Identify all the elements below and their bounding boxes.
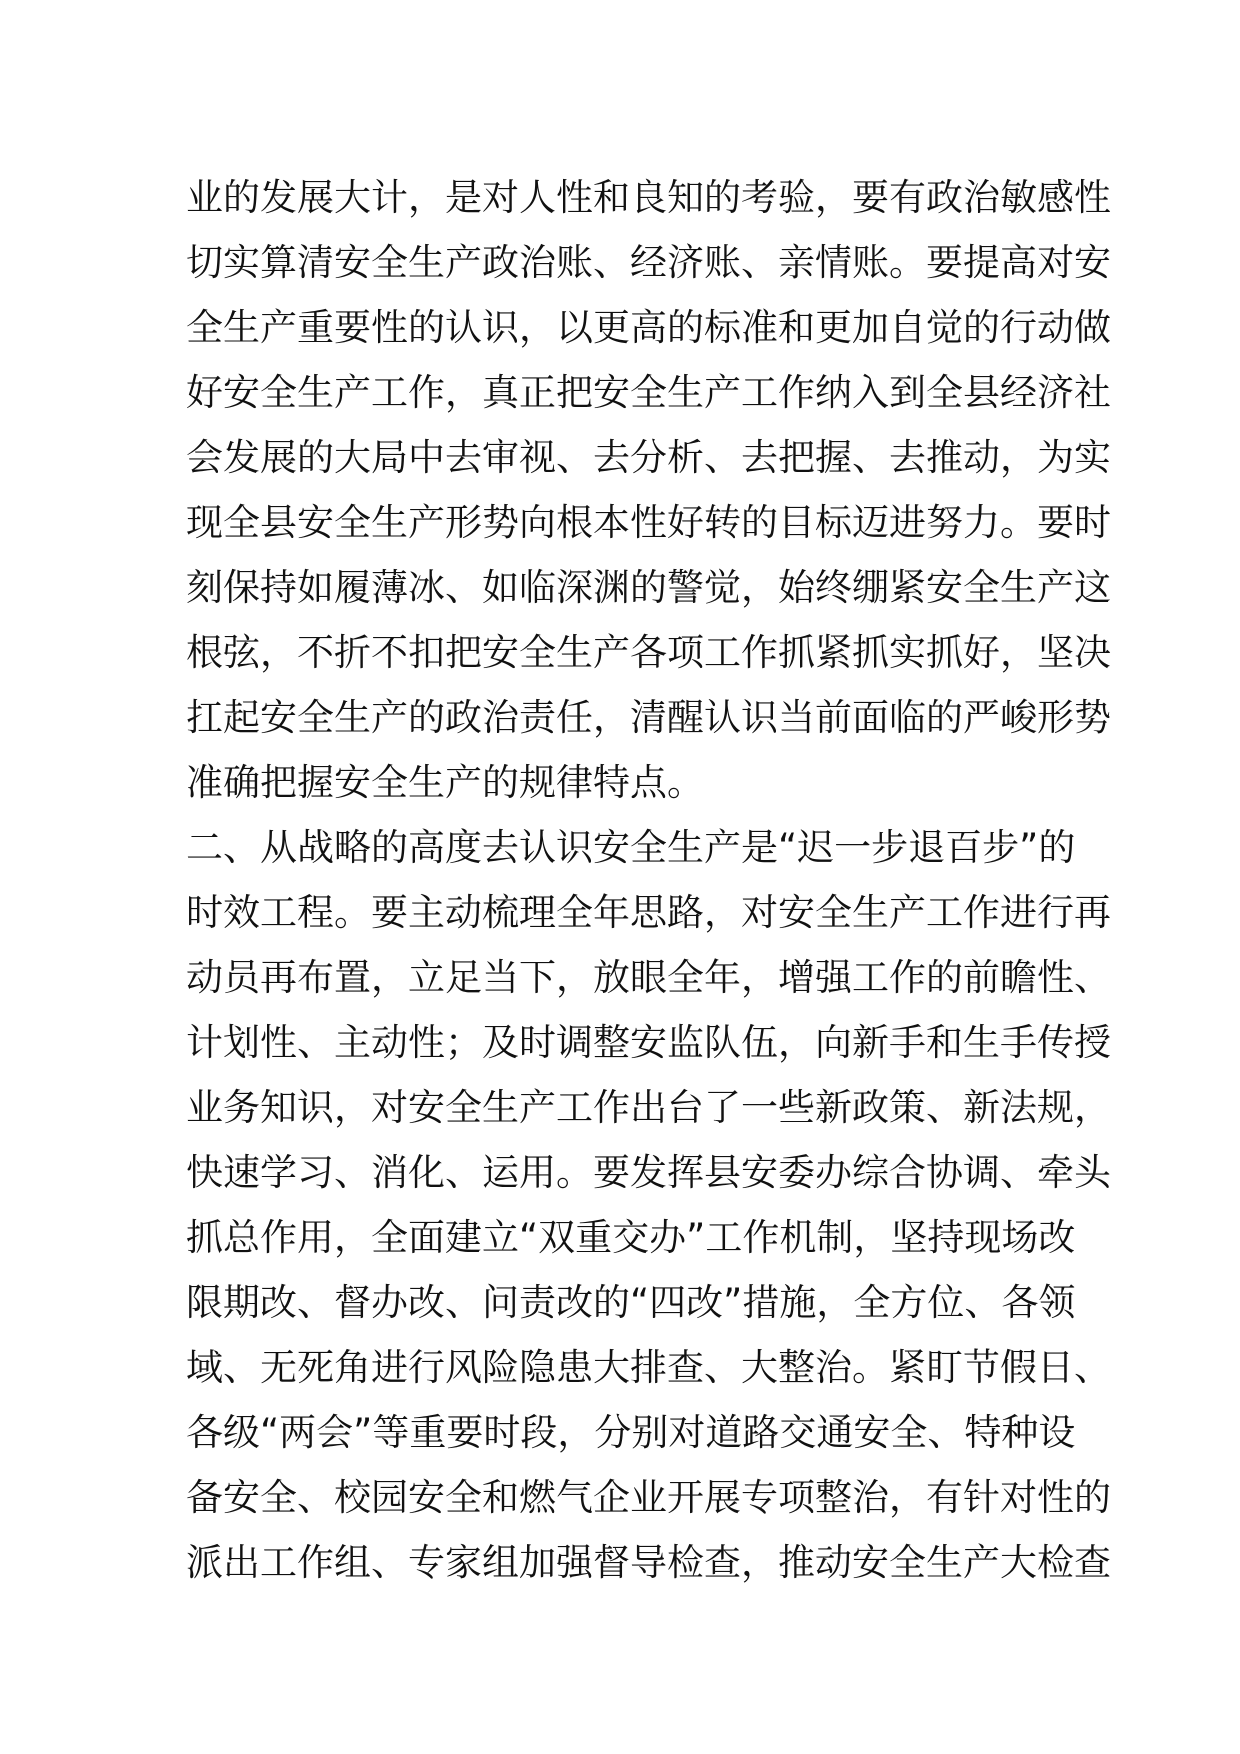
text-line: 动员再布置，立足当下，放眼全年，增强工作的前瞻性、 (186, 956, 1111, 999)
text-line: 准确把握安全生产的规律特点。 (186, 761, 704, 804)
text-line: 切实算清安全生产政治账、经济账、亲情账。要提高对安 (186, 241, 1111, 284)
text-line: 各级“两会”等重要时段，分别对道路交通安全、特种设 (186, 1411, 1076, 1454)
text-line: 现全县安全生产形势向根本性好转的目标迈进努力。要时 (186, 501, 1111, 544)
text-line: 计划性、主动性；及时调整安监队伍，向新手和生手传授 (186, 1021, 1111, 1064)
text-line: 会发展的大局中去审视、去分析、去把握、去推动，为实 (186, 436, 1111, 479)
text-line: 域、无死角进行风险隐患大排查、大整治。紧盯节假日、 (186, 1346, 1111, 1389)
text-line: 快速学习、消化、运用。要发挥县安委办综合协调、牵头 (186, 1151, 1111, 1194)
text-line: 备安全、校园安全和燃气企业开展专项整治，有针对性的 (186, 1476, 1111, 1519)
text-line: 业务知识，对安全生产工作出台了一些新政策、新法规， (186, 1086, 1111, 1129)
text-line: 根弦，不折不扣把安全生产各项工作抓紧抓实抓好，坚决 (186, 631, 1111, 674)
text-line: 派出工作组、专家组加强督导检查，推动安全生产大检查 (186, 1541, 1111, 1584)
text-line: 业的发展大计，是对人性和良知的考验，要有政治敏感性 (186, 176, 1111, 219)
text-line: 扛起安全生产的政治责任，清醒认识当前面临的严峻形势 (186, 696, 1111, 739)
text-line: 限期改、督办改、问责改的“四改”措施，全方位、各领 (186, 1281, 1076, 1324)
text-line: 刻保持如履薄冰、如临深渊的警觉，始终绷紧安全生产这 (186, 566, 1111, 609)
text-line: 好安全生产工作，真正把安全生产工作纳入到全县经济社 (186, 371, 1111, 414)
text-line: 时效工程。要主动梳理全年思路，对安全生产工作进行再 (186, 891, 1111, 934)
body-text (186, 165, 1111, 1595)
text-line: 抓总作用，全面建立“双重交办”工作机制，坚持现场改 (186, 1216, 1076, 1259)
text-line: 全生产重要性的认识，以更高的标准和更加自觉的行动做 (186, 306, 1111, 349)
section-heading-line: 二、从战略的高度去认识安全生产是“迟一步退百步”的 (186, 826, 1076, 869)
